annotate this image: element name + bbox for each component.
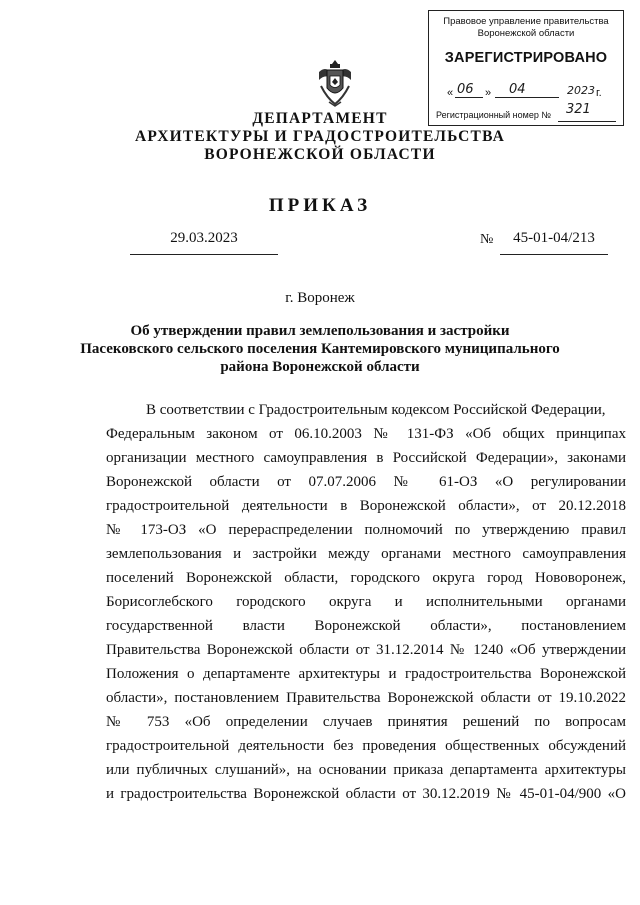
city: г. Воронеж [285, 290, 355, 306]
body-line: области», постановлением Правительства Воронежской области от 19.10.2022 [106, 690, 626, 706]
stamp-month: 04 [509, 82, 526, 97]
body-line: Правительства Воронежской области от 31.12.2014 № 1240 «Об утверждении [106, 642, 626, 658]
stamp-date [447, 82, 617, 103]
body-line: организации местного самоуправления в Российской Федерации», законами [106, 450, 626, 466]
registration-stamp [428, 10, 624, 126]
department-line-2: АРХИТЕКТУРЫ И ГРАДОСТРОИТЕЛЬСТВА [134, 128, 506, 145]
body-line: Федеральным законом от 06.10.2003 № 131-ФЗ «Об общих принципах [106, 426, 626, 442]
body-line: № 753 «Об определении случаев принятия решений по вопросам [106, 714, 626, 730]
stamp-day-line [455, 97, 483, 98]
order-date: 29.03.2023 [130, 230, 278, 255]
body-line: В соответствии с Градостроительным кодексом Российской Федерации, [146, 402, 606, 418]
stamp-open-quote: « [447, 87, 454, 99]
order-number-sign: № [480, 232, 494, 247]
department-line-1: ДЕПАРТАМЕНТ [252, 110, 388, 127]
body-line: градостроительной деятельности без проведения общественных обсуждений [106, 738, 626, 754]
stamp-org-line-1: Правовое управление правительства [443, 16, 609, 27]
document-title [60, 322, 580, 376]
body-line: государственной власти Воронежской области», постановлением [106, 618, 626, 634]
body-line: землепользования и застройки между органами местного самоуправления [106, 546, 626, 562]
body-line: Положения о департаменте архитектуры и градостроительства Воронежской [106, 666, 626, 682]
stamp-month-line [495, 97, 559, 98]
stamp-registered-title: ЗАРЕГИСТРИРОВАНО [444, 50, 608, 66]
body-line: и градостроительства Воронежской области от 30.12.2019 № 45-01-04/900 «О [106, 786, 626, 802]
body-line: или публичных слушаний», на основании приказа департамента архитектуры [106, 762, 626, 778]
stamp-organization [429, 16, 623, 40]
title-line: Об утверждении правил землепользования и застройки [130, 323, 510, 339]
body-line: Воронежской области от 07.07.2006 № 61-ОЗ «О регулировании [106, 474, 626, 490]
body-paragraph [106, 398, 626, 806]
stamp-close-quote: » [485, 87, 492, 99]
title-line: района Воронежской области [220, 359, 420, 375]
order-number: 45-01-04/213 [500, 230, 608, 255]
stamp-reg-label: Регистрационный номер № [436, 110, 552, 120]
body-line: градостроительной деятельности в Воронежской области», от 20.12.2018 [106, 498, 626, 514]
order-title: ПРИКАЗ [268, 195, 372, 216]
stamp-year-suffix: г. [596, 87, 602, 99]
stamp-reg-number: 321 [566, 102, 591, 117]
stamp-org-line-2: Воронежской области [477, 28, 575, 39]
body-line: Борисоглебского городского округа и исполнительными органами [106, 594, 626, 610]
coat-of-arms-icon [315, 58, 355, 108]
stamp-year: 2023 [567, 84, 595, 97]
department-line-3: ВОРОНЕЖСКОЙ ОБЛАСТИ [204, 146, 436, 163]
body-line: № 173-ОЗ «О перераспределении полномочий по утверждению правил [106, 522, 626, 538]
stamp-day: 06 [457, 82, 474, 97]
title-line: Пасековского сельского поселения Кантемировского муниципального [80, 341, 560, 357]
body-line: поселений Воронежской области, городского округа город Нововоронеж, [106, 570, 626, 586]
